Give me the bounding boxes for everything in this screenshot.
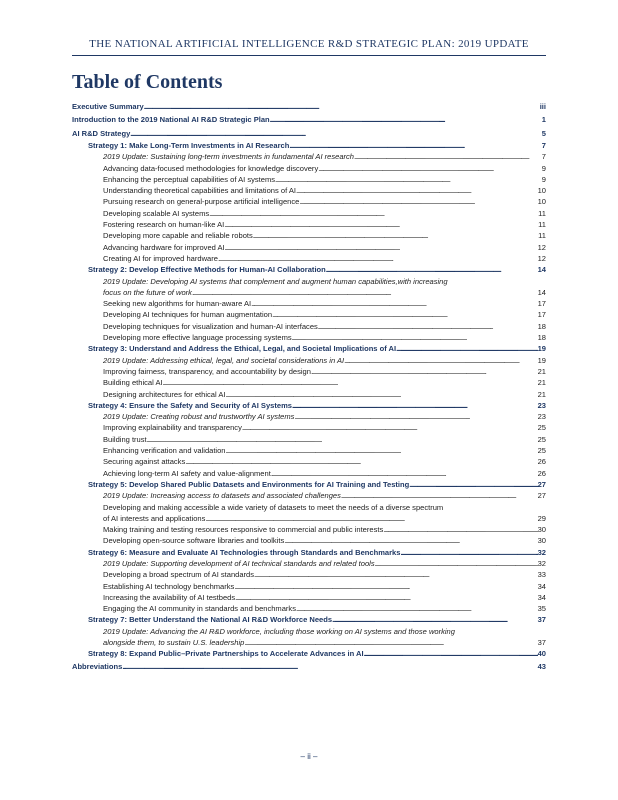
dot-leader — [275, 174, 542, 185]
toc-entry-title: Pursuing research on general-purpose artificial intelligence — [103, 197, 300, 207]
dot-leader — [292, 400, 538, 411]
dot-leader — [289, 140, 541, 151]
toc-entry-title: Strategy 1: Make Long-Term Investments in AI Research — [88, 141, 290, 150]
toc-entry-title: Developing techniques for visualization and human-AI interfaces — [103, 321, 318, 331]
page-title: Table of Contents — [72, 71, 223, 93]
toc-page-number: 35 — [537, 604, 546, 614]
toc-entry-strategy[interactable] — [72, 614, 546, 625]
dot-leader — [354, 151, 542, 162]
dot-leader — [225, 242, 538, 253]
toc-entry-subsection[interactable] — [72, 276, 546, 299]
toc-page-number: 29 — [537, 513, 546, 523]
dot-leader — [226, 389, 538, 400]
toc-entry-title: Improving explainability and transparency — [103, 423, 242, 433]
toc-entry-title: 2019 Update: Sustaining long-term investments in fundamental AI research — [103, 152, 355, 162]
toc-page-number: 18 — [537, 321, 546, 331]
toc-page-number: 34 — [537, 592, 546, 602]
dot-leader — [130, 127, 542, 141]
toc-entry-subsection[interactable] — [72, 389, 546, 400]
dot-leader — [375, 558, 538, 569]
toc-entry-title: Developing scalable AI systems — [103, 208, 210, 218]
toc-entry-strategy[interactable] — [72, 264, 546, 275]
toc-entry-subsection[interactable] — [72, 332, 546, 343]
toc-page-number: 7 — [541, 141, 546, 150]
toc-entry-subsection[interactable] — [72, 535, 546, 546]
toc-entry-subsection[interactable] — [72, 321, 546, 332]
dot-leader — [253, 230, 538, 241]
toc-entry-title: 2019 Update: Supporting development of AI technical standards and related tools — [103, 558, 375, 568]
toc-entry-title: Increasing the availability of AI testbeds — [103, 592, 236, 602]
toc-entry-title: AI R&D Strategy — [72, 128, 131, 138]
dot-leader — [299, 196, 537, 207]
toc-entry-strategy[interactable] — [72, 547, 546, 558]
toc-entry-title: Securing against attacks — [103, 457, 186, 467]
dot-leader — [251, 298, 538, 309]
toc-entry-section[interactable] — [72, 113, 546, 127]
toc-entry-subsection[interactable] — [72, 626, 546, 649]
dot-leader — [163, 377, 538, 388]
toc-page-number: 27 — [537, 479, 546, 489]
toc-entry-title: Developing open-source software libraries and toolkits — [103, 536, 285, 546]
toc-page-number: 43 — [537, 661, 546, 671]
dot-leader — [409, 479, 537, 490]
toc-entry-title-line2: focus on the future of work — [103, 287, 192, 297]
toc-entry-strategy[interactable] — [72, 648, 546, 659]
toc-entry-subsection[interactable] — [72, 603, 546, 614]
toc-page-number: 9 — [541, 174, 546, 184]
toc-page-number: 11 — [538, 231, 546, 241]
toc-page-number: 37 — [537, 638, 546, 648]
dot-leader — [226, 445, 538, 456]
toc-entry-title: Strategy 2: Develop Effective Methods for Human-AI Collaboration — [88, 265, 326, 275]
toc-entry-title: 2019 Update: Creating robust and trustworthy AI systems — [103, 412, 295, 422]
toc-entry-title: 2019 Update: Increasing access to datasets and associated challenges — [103, 491, 341, 501]
toc-page-number: 14 — [537, 265, 546, 275]
toc-entry-strategy[interactable] — [72, 479, 546, 490]
toc-entry-subsection[interactable] — [72, 456, 546, 467]
toc-entry-title-line2: alongside them, to sustain U.S. leadership — [103, 638, 245, 648]
toc-page-number: 32 — [537, 558, 546, 568]
toc-entry-subsection[interactable] — [72, 411, 546, 422]
toc-entry-title: Developing AI techniques for human augmentation — [103, 310, 273, 320]
toc-entry-subsection[interactable] — [72, 445, 546, 456]
toc-entry-subsection[interactable] — [72, 569, 546, 580]
toc-page-number: 18 — [537, 333, 546, 343]
toc-entry-title: Improving fairness, transparency, and accountability by design — [103, 366, 311, 376]
toc-entry-title-line1: Developing and making accessible a wide variety of datasets to meet the needs of a diverse spectrum — [103, 502, 444, 512]
toc-entry-title: Executive Summary — [72, 102, 144, 111]
toc-entry-title: Enhancing the perceptual capabilities of AI systems — [103, 174, 276, 184]
dot-leader — [318, 163, 542, 174]
toc-entry-title: Designing architectures for ethical AI — [103, 389, 226, 399]
toc-entry-title-line2: of AI interests and applications — [103, 513, 206, 523]
dot-leader — [235, 592, 537, 603]
toc-entry-subsection[interactable] — [72, 592, 546, 603]
toc-entry-title: Strategy 4: Ensure the Safety and Security of AI Systems — [88, 400, 292, 410]
toc-entry-subsection[interactable] — [72, 558, 546, 569]
toc-entry-title: Developing more effective language processing systems — [103, 333, 292, 343]
toc-entry-subsection[interactable] — [72, 366, 546, 377]
toc-page-number: 25 — [537, 446, 546, 456]
toc-entry-title: Strategy 3: Understand and Address the Ethical, Legal, and Societal Implications of AI — [88, 344, 397, 354]
toc-page-number: 1 — [541, 115, 546, 124]
toc-page-number: 19 — [537, 344, 546, 354]
toc-page-number: 14 — [537, 287, 546, 297]
toc-page-number: 11 — [538, 208, 546, 218]
dot-leader — [270, 113, 542, 127]
dot-leader — [205, 513, 537, 524]
toc-entry-subsection[interactable] — [72, 502, 546, 525]
dot-leader — [147, 434, 538, 445]
toc-entry-strategy[interactable] — [72, 400, 546, 411]
running-head: THE NATIONAL ARTIFICIAL INTELLIGENCE R&D STRATEGIC PLAN: 2019 UPDATE — [89, 38, 529, 50]
dot-leader — [292, 332, 538, 343]
toc-entry-title-line1: 2019 Update: Advancing the AI R&D workforce, including those working on AI systems and those working — [103, 626, 455, 636]
toc-entry-subsection[interactable] — [72, 377, 546, 388]
toc-page-number: iii — [539, 102, 546, 111]
toc-entry-subsection[interactable] — [72, 490, 546, 501]
toc-page-number: 32 — [537, 547, 546, 557]
toc-page-number: 19 — [537, 355, 546, 365]
toc-entry-subsection[interactable] — [72, 196, 546, 207]
dot-leader — [254, 569, 538, 580]
toc-entry-title: Developing a broad spectrum of AI standards — [103, 570, 255, 580]
dot-leader — [271, 468, 538, 479]
toc-entry-section[interactable] — [72, 127, 546, 141]
toc-entry-subsection[interactable] — [72, 185, 546, 196]
toc-entry-subsection[interactable] — [72, 434, 546, 445]
dot-leader — [364, 648, 538, 659]
dot-leader — [144, 101, 540, 113]
dot-leader — [341, 490, 538, 501]
toc-page-number: 21 — [537, 366, 546, 376]
toc-entry-title: Advancing hardware for improved AI — [103, 242, 225, 252]
toc-page-number: 10 — [537, 197, 546, 207]
toc-entry-subsection[interactable] — [72, 242, 546, 253]
toc-page-number: 5 — [541, 128, 546, 138]
toc-page-number: 12 — [537, 253, 546, 263]
toc-page-number: 26 — [537, 468, 546, 478]
toc-entry-title: Understanding theoretical capabilities and limitations of AI — [103, 186, 296, 196]
dot-leader — [244, 637, 537, 648]
toc-entry-subsection[interactable] — [72, 253, 546, 264]
dot-leader — [318, 321, 538, 332]
toc-page-number: 37 — [537, 615, 546, 625]
header-rule — [72, 55, 546, 56]
toc-entry-title: Enhancing verification and validation — [103, 446, 226, 456]
dot-leader — [383, 524, 537, 535]
toc-entry-subsection[interactable] — [72, 151, 546, 162]
toc-entry-title: Introduction to the 2019 National AI R&D Strategic Plan — [72, 115, 270, 124]
toc-page-number: 21 — [537, 378, 546, 388]
toc-entry-strategy[interactable] — [72, 343, 546, 354]
toc-entry-subsection[interactable] — [72, 163, 546, 174]
toc-entry-subsection[interactable] — [72, 581, 546, 592]
toc-page-number: 30 — [537, 525, 546, 535]
toc-entry-title: Establishing AI technology benchmarks — [103, 581, 235, 591]
toc-page-number: 25 — [537, 423, 546, 433]
toc-entry-subsection[interactable] — [72, 230, 546, 241]
toc-entry-title: Fostering research on human-like AI — [103, 220, 225, 230]
toc-entry-title: Abbreviations — [72, 661, 123, 671]
toc-entry-title: Achieving long-term AI safety and value-alignment — [103, 468, 271, 478]
toc-page-number: 25 — [537, 434, 546, 444]
dot-leader — [122, 660, 537, 674]
dot-leader — [332, 614, 538, 625]
dot-leader — [192, 287, 538, 298]
toc-page-number: 23 — [537, 412, 546, 422]
toc-entry-strategy[interactable] — [72, 140, 546, 151]
toc-page-number: 23 — [537, 400, 546, 410]
toc-page-number: 40 — [537, 649, 546, 659]
toc-entry-title: Developing more capable and reliable robots — [103, 231, 253, 241]
toc-entry-subsection[interactable] — [72, 208, 546, 219]
toc-entry-title: Strategy 7: Better Understand the National AI R&D Workforce Needs — [88, 615, 333, 625]
toc-entry-subsection[interactable] — [72, 422, 546, 433]
toc-page-number: 9 — [541, 163, 546, 173]
toc-page-number: 33 — [537, 570, 546, 580]
toc-entry-subsection[interactable] — [72, 219, 546, 230]
dot-leader — [296, 185, 538, 196]
toc-page-number: 26 — [537, 457, 546, 467]
dot-leader — [326, 264, 538, 275]
toc-entry-title: Strategy 5: Develop Shared Public Datasets and Environments for AI Training and Testing — [88, 479, 410, 489]
toc-entry-title: Creating AI for improved hardware — [103, 253, 218, 263]
toc-page-number: 17 — [537, 310, 546, 320]
toc-entry-title: Engaging the AI community in standards and benchmarks — [103, 604, 296, 614]
toc-entry-subsection[interactable] — [72, 174, 546, 185]
toc-page-number: 12 — [537, 242, 546, 252]
toc-page-number: 27 — [537, 491, 546, 501]
dot-leader — [396, 343, 538, 354]
toc-entry-subsection[interactable] — [72, 524, 546, 535]
dot-leader — [234, 581, 537, 592]
dot-leader — [311, 366, 538, 377]
toc-entry-section[interactable] — [72, 101, 546, 113]
dot-leader — [209, 208, 538, 219]
toc-page-number: 34 — [537, 581, 546, 591]
toc-entry-title: Advancing data-focused methodologies for knowledge discovery — [103, 163, 319, 173]
toc-page-number: 11 — [538, 220, 546, 230]
toc-entry-subsection[interactable] — [72, 468, 546, 479]
toc-entry-section[interactable] — [72, 660, 546, 674]
toc-entry-subsection[interactable] — [72, 309, 546, 320]
table-of-contents — [72, 101, 546, 673]
toc-entry-title: Building ethical AI — [103, 378, 163, 388]
dot-leader — [218, 253, 538, 264]
toc-entry-title: Seeking new algorithms for human-aware AI — [103, 299, 252, 309]
dot-leader — [185, 456, 537, 467]
toc-page-number: 7 — [541, 152, 546, 162]
dot-leader — [284, 535, 537, 546]
page-number: – ii – — [300, 752, 318, 761]
dot-leader — [296, 603, 538, 614]
toc-entry-title: Making training and testing resources responsive to commercial and public interests — [103, 525, 384, 535]
toc-page-number: 10 — [537, 186, 546, 196]
toc-page-number: 21 — [537, 389, 546, 399]
dot-leader — [294, 411, 537, 422]
toc-entry-title: Strategy 8: Expand Public–Private Partnerships to Accelerate Advances in AI — [88, 649, 364, 659]
toc-entry-subsection[interactable] — [72, 355, 546, 366]
toc-entry-title: Building trust — [103, 434, 147, 444]
toc-page-number: 17 — [537, 299, 546, 309]
toc-entry-subsection[interactable] — [72, 298, 546, 309]
toc-entry-title: Strategy 6: Measure and Evaluate AI Technologies through Standards and Benchmarks — [88, 547, 401, 557]
toc-entry-title-line1: 2019 Update: Developing AI systems that complement and augment human capabilities,with increasing — [103, 276, 448, 286]
dot-leader — [400, 547, 537, 558]
toc-page-number: 30 — [537, 536, 546, 546]
toc-entry-title: 2019 Update: Addressing ethical, legal, and societal considerations in AI — [103, 355, 345, 365]
dot-leader — [224, 219, 538, 230]
dot-leader — [242, 422, 538, 433]
dot-leader — [344, 355, 538, 366]
dot-leader — [272, 309, 538, 320]
